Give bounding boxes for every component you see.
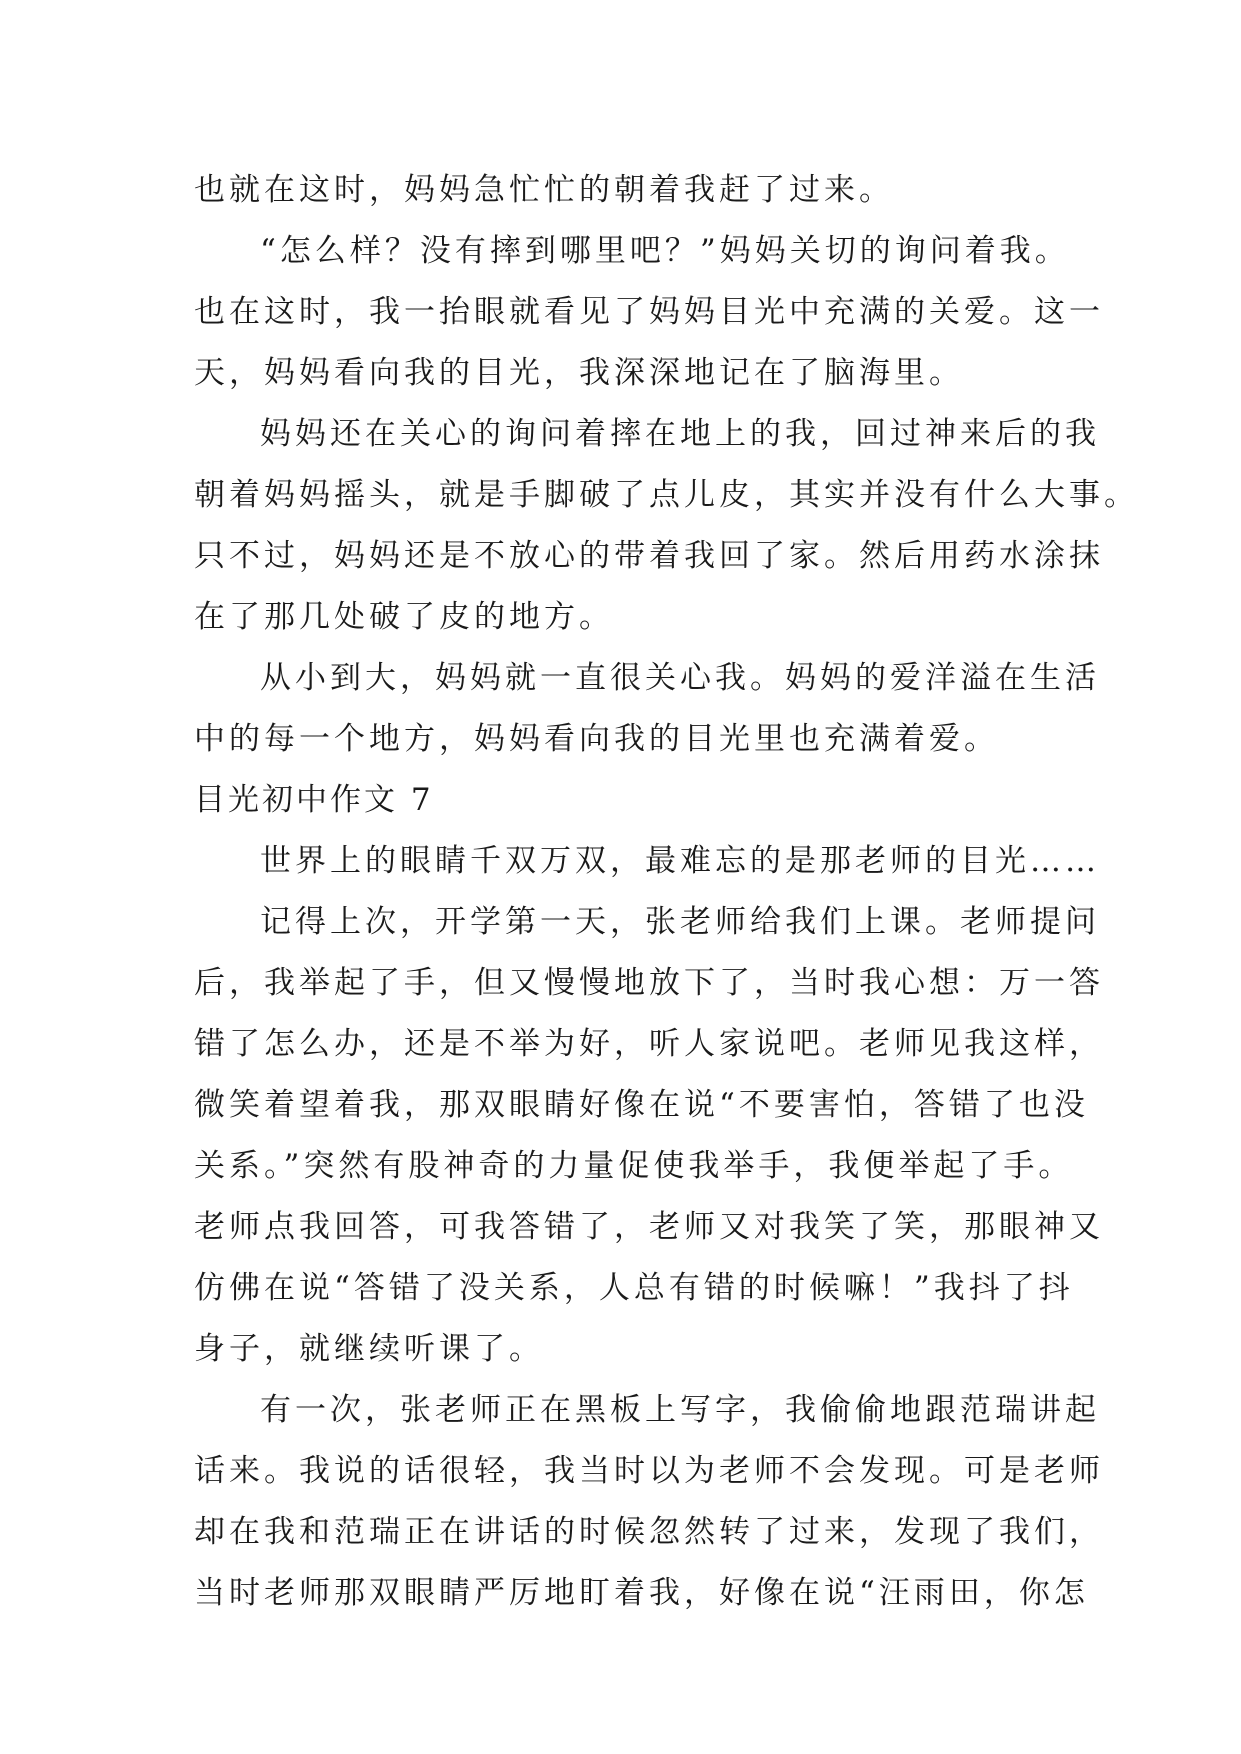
text-line: 身子，就继续听课了。 xyxy=(194,1331,544,1367)
text-line: 错了怎么办，还是不举为好，听人家说吧。老师见我这样， xyxy=(194,1026,1104,1062)
text-line: 从小到大，妈妈就一直很关心我。妈妈的爱洋溢在生活 xyxy=(260,660,1100,696)
text-line: 朝着妈妈摇头，就是手脚破了点儿皮，其实并没有什么大事。 xyxy=(194,477,1139,513)
document-body xyxy=(194,160,1139,1624)
text-line: 只不过，妈妈还是不放心的带着我回了家。然后用药水涂抹 xyxy=(194,538,1104,574)
text-line: 记得上次，开学第一天，张老师给我们上课。老师提问 xyxy=(260,904,1100,940)
text-line: 有一次，张老师正在黑板上写字，我偷偷地跟范瑞讲起 xyxy=(260,1392,1100,1428)
text-line: 世界上的眼睛千双万双，最难忘的是那老师的目光…… xyxy=(260,843,1100,879)
text-line: 后，我举起了手，但又慢慢地放下了，当时我心想：万一答 xyxy=(194,965,1104,1001)
text-line: 妈妈还在关心的询问着摔在地上的我，回过神来后的我 xyxy=(260,416,1100,452)
text-line: 天，妈妈看向我的目光，我深深地记在了脑海里。 xyxy=(194,355,964,391)
text-line: 仿佛在说“答错了没关系，人总有错的时候嘛！”我抖了抖 xyxy=(194,1270,1074,1306)
text-line: 中的每一个地方，妈妈看向我的目光里也充满着爱。 xyxy=(194,721,999,757)
text-line: “怎么样？没有摔到哪里吧？”妈妈关切的询问着我。 xyxy=(260,233,1070,269)
text-line: 话来。我说的话很轻，我当时以为老师不会发现。可是老师 xyxy=(194,1453,1104,1489)
text-line: 老师点我回答，可我答错了，老师又对我笑了笑，那眼神又 xyxy=(194,1209,1104,1245)
text-line: 当时老师那双眼睛严厉地盯着我，好像在说“汪雨田，你怎 xyxy=(194,1575,1089,1611)
text-line: 在了那几处破了皮的地方。 xyxy=(194,599,614,635)
text-line: 也在这时，我一抬眼就看见了妈妈目光中充满的关爱。这一 xyxy=(194,294,1104,330)
text-line: 也就在这时，妈妈急忙忙的朝着我赶了过来。 xyxy=(194,172,894,208)
text-line: 却在我和范瑞正在讲话的时候忽然转了过来，发现了我们， xyxy=(194,1514,1104,1550)
section-heading: 目光初中作文 7 xyxy=(194,782,434,818)
text-line: 关系。”突然有股神奇的力量促使我举手，我便举起了手。 xyxy=(194,1148,1074,1184)
text-line: 微笑着望着我，那双眼睛好像在说“不要害怕，答错了也没 xyxy=(194,1087,1089,1123)
